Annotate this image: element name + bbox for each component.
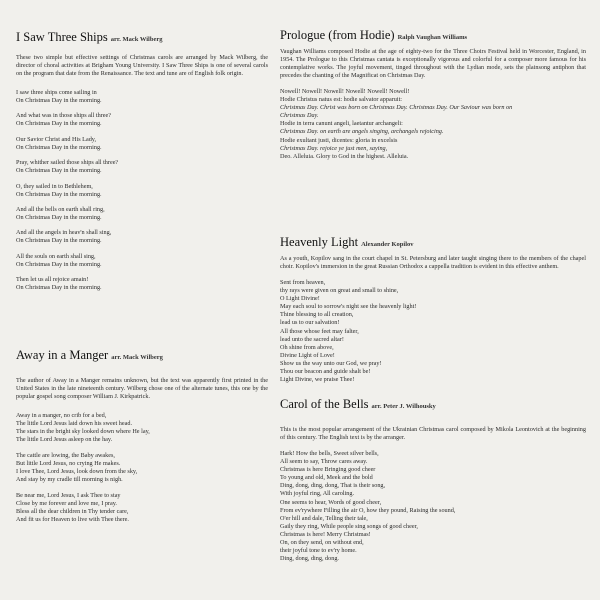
lyric-line: their joyful tone to ev'ry home. [280, 547, 357, 555]
stanza [16, 412, 268, 444]
program-note: The author of Away in a Manger remains unknown, but the text was apparently first printed in the United States in the late nineteenth century. Wilberg chose one of the alternate tunes, this one by the popular gospel song composer William J. Kirkpatrick. [16, 377, 268, 400]
piece-title: I Saw Three Ships [16, 30, 108, 44]
lyric-line: Light Divine, we praise Thee! [280, 376, 355, 384]
lyric-line: Hodie Christus natus est: hodie salvator apparuit: [280, 96, 403, 104]
lyric-line: Divine Light of Love! [280, 351, 335, 359]
lyric-line: On Christmas Day in the morning. [16, 190, 102, 198]
lyric-line: On Christmas Day in the morning. [16, 260, 102, 268]
section-heading [280, 389, 586, 413]
lyric-line: One seems to hear, Words of good cheer, [280, 498, 382, 506]
lyric-line: The little Lord Jesus asleep on the hay. [16, 436, 113, 443]
stanza [16, 112, 268, 128]
lyric-line: On Christmas Day in the morning. [16, 213, 102, 221]
lyric-line: O, they sailed in to Bethlehem, [16, 182, 93, 190]
section-heading [16, 340, 268, 364]
lyric-line: On Christmas Day in the morning. [16, 284, 102, 292]
lyric-line: Christmas is here! Merry Christmas! [280, 530, 371, 538]
lyric-line: The little Lord Jesus laid down his sweet head. [16, 420, 132, 427]
lyric-line: On Christmas Day in the morning. [16, 120, 102, 128]
lyric-line: O Light Divine! [280, 295, 320, 303]
stanza [16, 492, 268, 524]
lyric-line: On, on they send, on without end, [280, 539, 364, 547]
lyric-line: But little Lord Jesus, no crying He makes. [16, 460, 121, 467]
piece-title: Away in a Manger [16, 348, 109, 362]
lyric-line: The cattle are lowing, the Baby awakes, [16, 452, 115, 459]
lyric-line: And what was in those ships all three? [16, 112, 112, 120]
piece-title: Carol of the Bells [280, 397, 369, 411]
lyric-line: With joyful ring, All caroling. [280, 490, 354, 498]
lyric-line: Away in a manger, no crib for a bed, [16, 412, 107, 419]
lyric-line: Bless all the dear children in Thy tender care, [16, 508, 129, 515]
section-prologue-hodie [280, 20, 586, 161]
lyric-line: To young and old, Meek and the bold [280, 474, 373, 482]
lyric-line: Christmas Day. [280, 112, 319, 120]
lyric-line: I saw three ships come sailing in [16, 89, 97, 96]
lyric-line: Christmas Day. rejoice ye just men, saying, [280, 144, 388, 152]
lyrics [16, 89, 268, 292]
lyric-line: All the souls on earth shall sing, [16, 252, 96, 260]
section-carol-of-the-bells [280, 389, 586, 563]
stanza [16, 89, 268, 105]
section-heading [280, 20, 586, 44]
lyric-line: On Christmas Day in the morning. [16, 237, 102, 245]
lyric-line: Hodie in terra canunt angeli, laetantur archangeli: [280, 120, 403, 128]
stanza [16, 183, 268, 199]
stanza [16, 136, 268, 152]
lyric-line: All those whose feet may falter, [280, 327, 359, 335]
lyric-line: Show us the way unto our God, we pray! [280, 359, 382, 367]
lyric-line: Ding, dong, ding, dong. [280, 555, 339, 563]
piece-title: Prologue (from Hodie) [280, 28, 395, 42]
lyric-line: thy rays were given on great and small to shine, [280, 287, 399, 295]
section-heavenly-light [280, 227, 586, 384]
lyric-line: I love Thee, Lord Jesus, look down from the sky, [16, 468, 138, 475]
stanza [16, 229, 268, 245]
lyric-line: Hodie exultant justi, dicentes: gloria in excelsis [280, 136, 398, 144]
lyric-line: And all the bells on earth shall ring, [16, 205, 105, 213]
arranger-credit: arr. Peter J. Wilhousky [371, 403, 436, 410]
lyric-line: Christmas Day. on earth are angels singing, archangels rejoicing. [280, 128, 444, 136]
lyric-line: Hark! How the bells, Sweet silver bells, [280, 450, 379, 457]
section-heading [16, 22, 268, 46]
stanza [16, 253, 268, 269]
stanza [16, 159, 268, 175]
lyric-line: Oh shine from above, [280, 343, 334, 351]
piece-title: Heavenly Light [280, 235, 359, 249]
lyric-line: Nowell! Nowell! Nowell! Nowell! Nowell! Nowell! [280, 88, 410, 95]
lyric-line: Then let us all rejoice amain! [16, 276, 89, 284]
lyric-line: The stars in the bright sky looked down where He lay, [16, 428, 150, 435]
lyric-line: On Christmas Day in the morning. [16, 143, 102, 151]
lyric-line: Our Savior Christ and His Lady, [16, 135, 97, 143]
lyric-line: On Christmas Day in the morning. [16, 97, 102, 104]
lyric-line: Gaily they ring, While people sing songs of good cheer, [280, 522, 418, 530]
program-note: As a youth, Kopilov sang in the court chapel in St. Petersburg and later taught singing there to the members of the chapel choir. Kopilov's immersion in the great Russian Orthodox a cappella tradition is evident in this effective anthem. [280, 255, 586, 270]
stanza [16, 276, 268, 292]
section-i-saw-three-ships [16, 22, 268, 292]
lyric-line: On Christmas Day in the morning. [16, 167, 102, 175]
program-note: Vaughan Williams composed Hodie at the age of eighty-two for the Three Choirs Festival held in Worcester, England, in 1954. The Prologue to this Christmas cantata is exceptionally vigorous and colorful for a composer more famous for his contemplative works. The joyful movement, tinged throughout with the Lydian mode, sets the plainsong antiphon that precedes the chanting of the Magnificat on Christmas Day. [280, 48, 586, 79]
stanza [16, 452, 268, 484]
lyrics [16, 412, 268, 524]
lyric-line: Christmas Day. Christ was born on Christmas Day. Christmas Day. Our Saviour was born on [280, 104, 513, 112]
lyric-line: From ev'rywhere Filling the air O, how they pound, Raising the sound, [280, 506, 456, 514]
lyrics [280, 450, 586, 563]
lyric-line: Thou our beacon and guide shalt be! [280, 368, 371, 376]
lyric-line: Christmas is here Bringing good cheer [280, 466, 376, 474]
lyric-line: Deo. Alleluia. Glory to God in the highest. Alleluia. [280, 152, 409, 160]
section-heading [280, 227, 586, 251]
lyric-line: Thine blessing to all creation, [280, 311, 354, 319]
arranger-credit: arr. Mack Wilberg [110, 36, 163, 43]
lyric-line: O'er hill and dale, Telling their tale, [280, 514, 368, 522]
lyric-line: May each soul to sorrow's night see the heavenly light! [280, 303, 417, 311]
lyric-line: All seem to say, Throw cares away. [280, 458, 368, 466]
section-away-in-a-manger [16, 340, 268, 524]
program-note: This is the most popular arrangement of the Ukrainian Christmas carol composed by Mikola Leontovich at the beginning of this century. The English text is by the arranger. [280, 426, 586, 441]
composer-credit: Ralph Vaughan Williams [397, 34, 468, 41]
lyric-line: lead unto the sacred altar! [280, 335, 344, 343]
lyric-line: Close by me forever and love me, I pray. [16, 500, 117, 507]
lyric-line: Pray, whither sailed those ships all three? [16, 159, 119, 167]
lyric-line: And stay by my cradle till morning is nigh. [16, 476, 123, 483]
lyric-line: lead us to our salvation! [280, 319, 340, 327]
lyric-line: Sent from heaven, [280, 279, 326, 286]
lyric-line: And fit us for Heaven to live with Thee there. [16, 516, 129, 523]
lyrics [280, 88, 586, 161]
lyric-line: Be near me, Lord Jesus, I ask Thee to stay [16, 492, 121, 499]
program-note: These two simple but effective settings of Christmas carols are arranged by Mack Wilberg, the director of choral activities at Brigham Young University. I Saw Three Ships is one of several carols on the program that date from the Renaissance. The text and tune are of English folk origin. [16, 54, 268, 77]
lyric-line: Ding, dong, ding, dong, That is their song, [280, 482, 386, 490]
stanza [16, 206, 268, 222]
composer-credit: Alexander Kopilov [361, 241, 414, 248]
lyrics [280, 279, 586, 384]
arranger-credit: arr. Mack Wilberg [111, 354, 163, 361]
lyric-line: And all the angels in heav'n shall sing, [16, 229, 112, 237]
